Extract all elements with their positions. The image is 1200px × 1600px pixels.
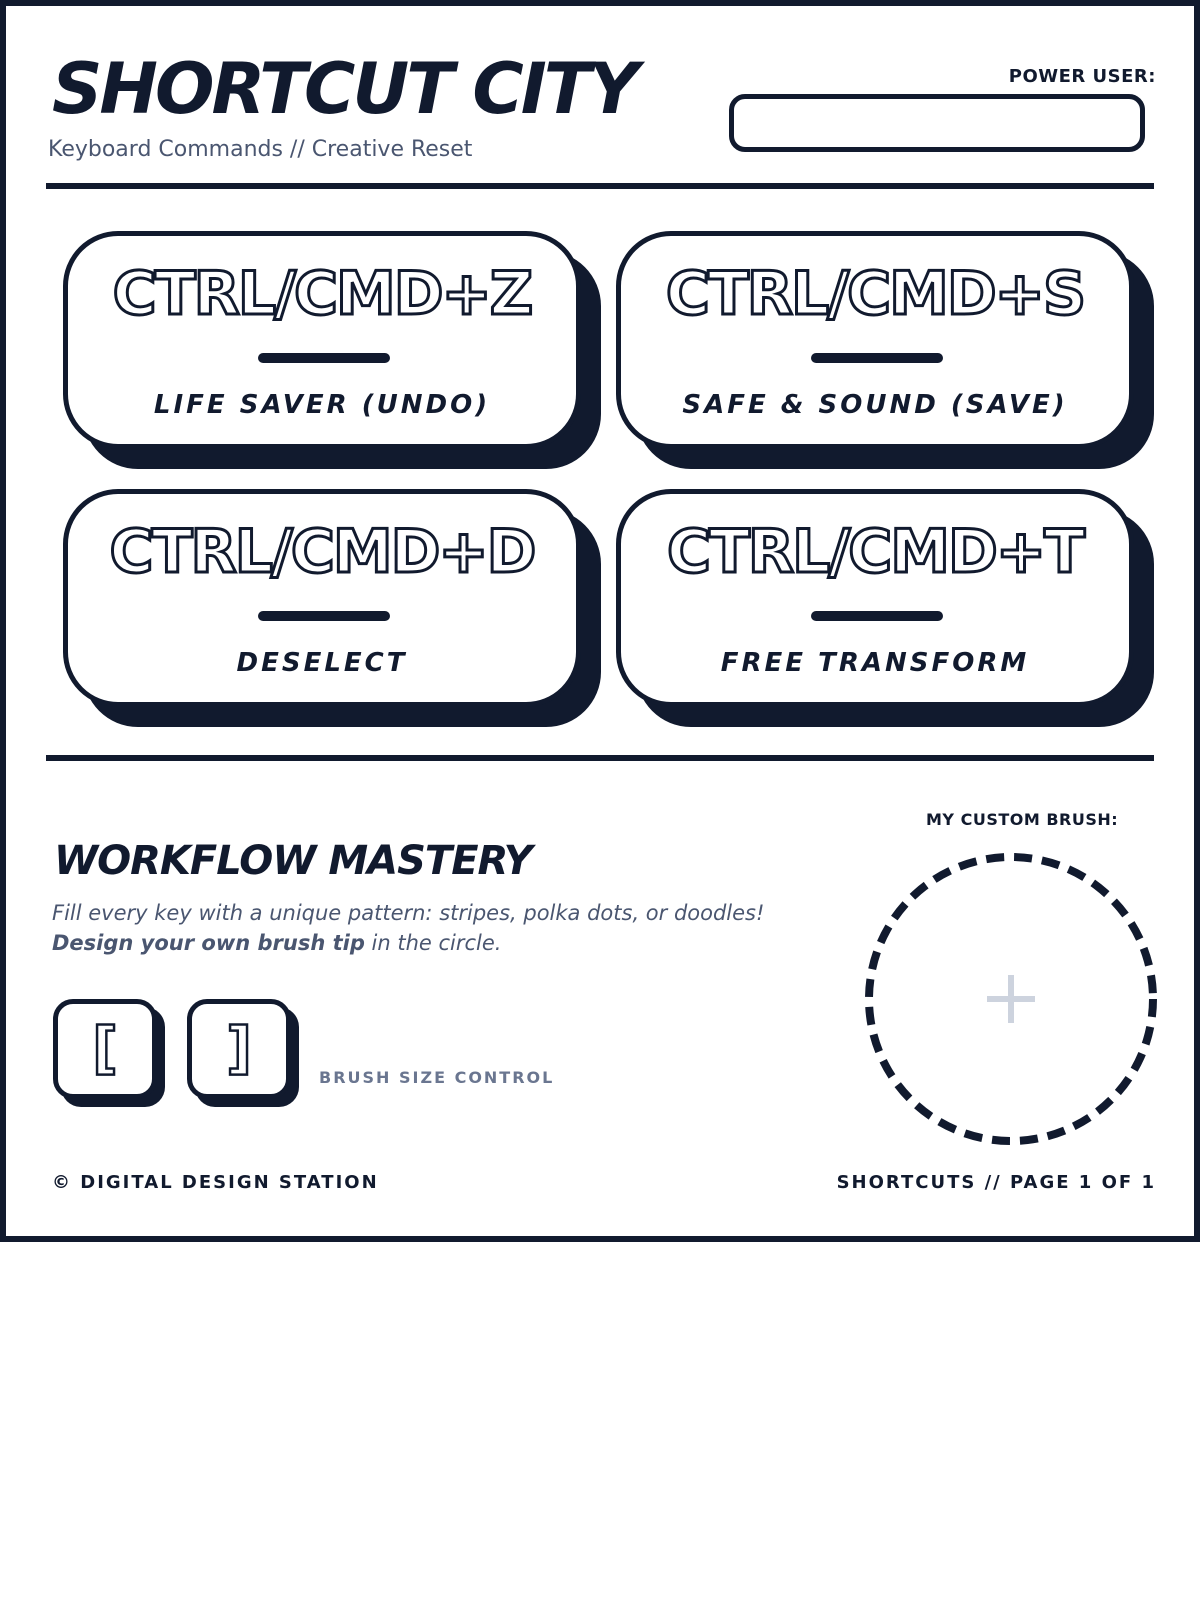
- workflow-instruction-2: [52, 931, 501, 955]
- shortcut-combo: CTRL/CMD+S: [665, 259, 1085, 329]
- key-dash: [811, 611, 943, 621]
- power-user-label: POWER USER:: [1008, 66, 1156, 87]
- shortcut-description: LIFE SAVER (UNDO): [153, 390, 491, 420]
- page-subtitle: Keyboard Commands // Creative Reset: [48, 137, 473, 162]
- shortcut-description: DESELECT: [236, 648, 408, 678]
- plus-icon: [987, 975, 1035, 1023]
- brush-size-label: BRUSH SIZE CONTROL: [319, 1068, 555, 1087]
- key-dash: [811, 353, 943, 363]
- custom-brush-drawing-area[interactable]: [863, 851, 1159, 1147]
- power-user-field[interactable]: [729, 94, 1145, 152]
- shortcut-key-deselect[interactable]: [63, 489, 581, 707]
- workflow-instruction-bold: Design your own brush tip: [52, 931, 365, 955]
- shortcut-description: FREE TRANSFORM: [720, 648, 1030, 678]
- workflow-instruction-rest: in the circle.: [364, 931, 502, 955]
- page-title: SHORTCUT CITY: [52, 48, 637, 130]
- section-divider: [46, 755, 1154, 761]
- key-dash: [258, 611, 390, 621]
- shortcut-combo: CTRL/CMD+T: [666, 517, 1084, 587]
- right-bracket-glyph: ]: [226, 1016, 252, 1081]
- shortcut-combo: CTRL/CMD+Z: [112, 259, 532, 329]
- key-dash: [258, 353, 390, 363]
- left-bracket-glyph: [: [92, 1016, 118, 1081]
- footer-copyright: © DIGITAL DESIGN STATION: [52, 1172, 379, 1193]
- footer-page-info: SHORTCUTS // PAGE 1 OF 1: [836, 1172, 1156, 1193]
- workflow-instruction-1: Fill every key with a unique pattern: stripes, polka dots, or doodles!: [52, 901, 765, 925]
- brush-decrease-key[interactable]: [53, 999, 157, 1099]
- shortcut-combo: CTRL/CMD+D: [109, 517, 535, 587]
- shortcut-key-undo[interactable]: [63, 231, 581, 449]
- shortcut-key-transform[interactable]: [616, 489, 1134, 707]
- shortcut-key-save[interactable]: [616, 231, 1134, 449]
- header-divider: [46, 183, 1154, 189]
- shortcut-description: SAFE & SOUND (SAVE): [682, 390, 1068, 420]
- brush-increase-key[interactable]: [187, 999, 291, 1099]
- custom-brush-label: MY CUSTOM BRUSH:: [926, 810, 1119, 829]
- workflow-title: WORKFLOW MASTERY: [54, 838, 532, 884]
